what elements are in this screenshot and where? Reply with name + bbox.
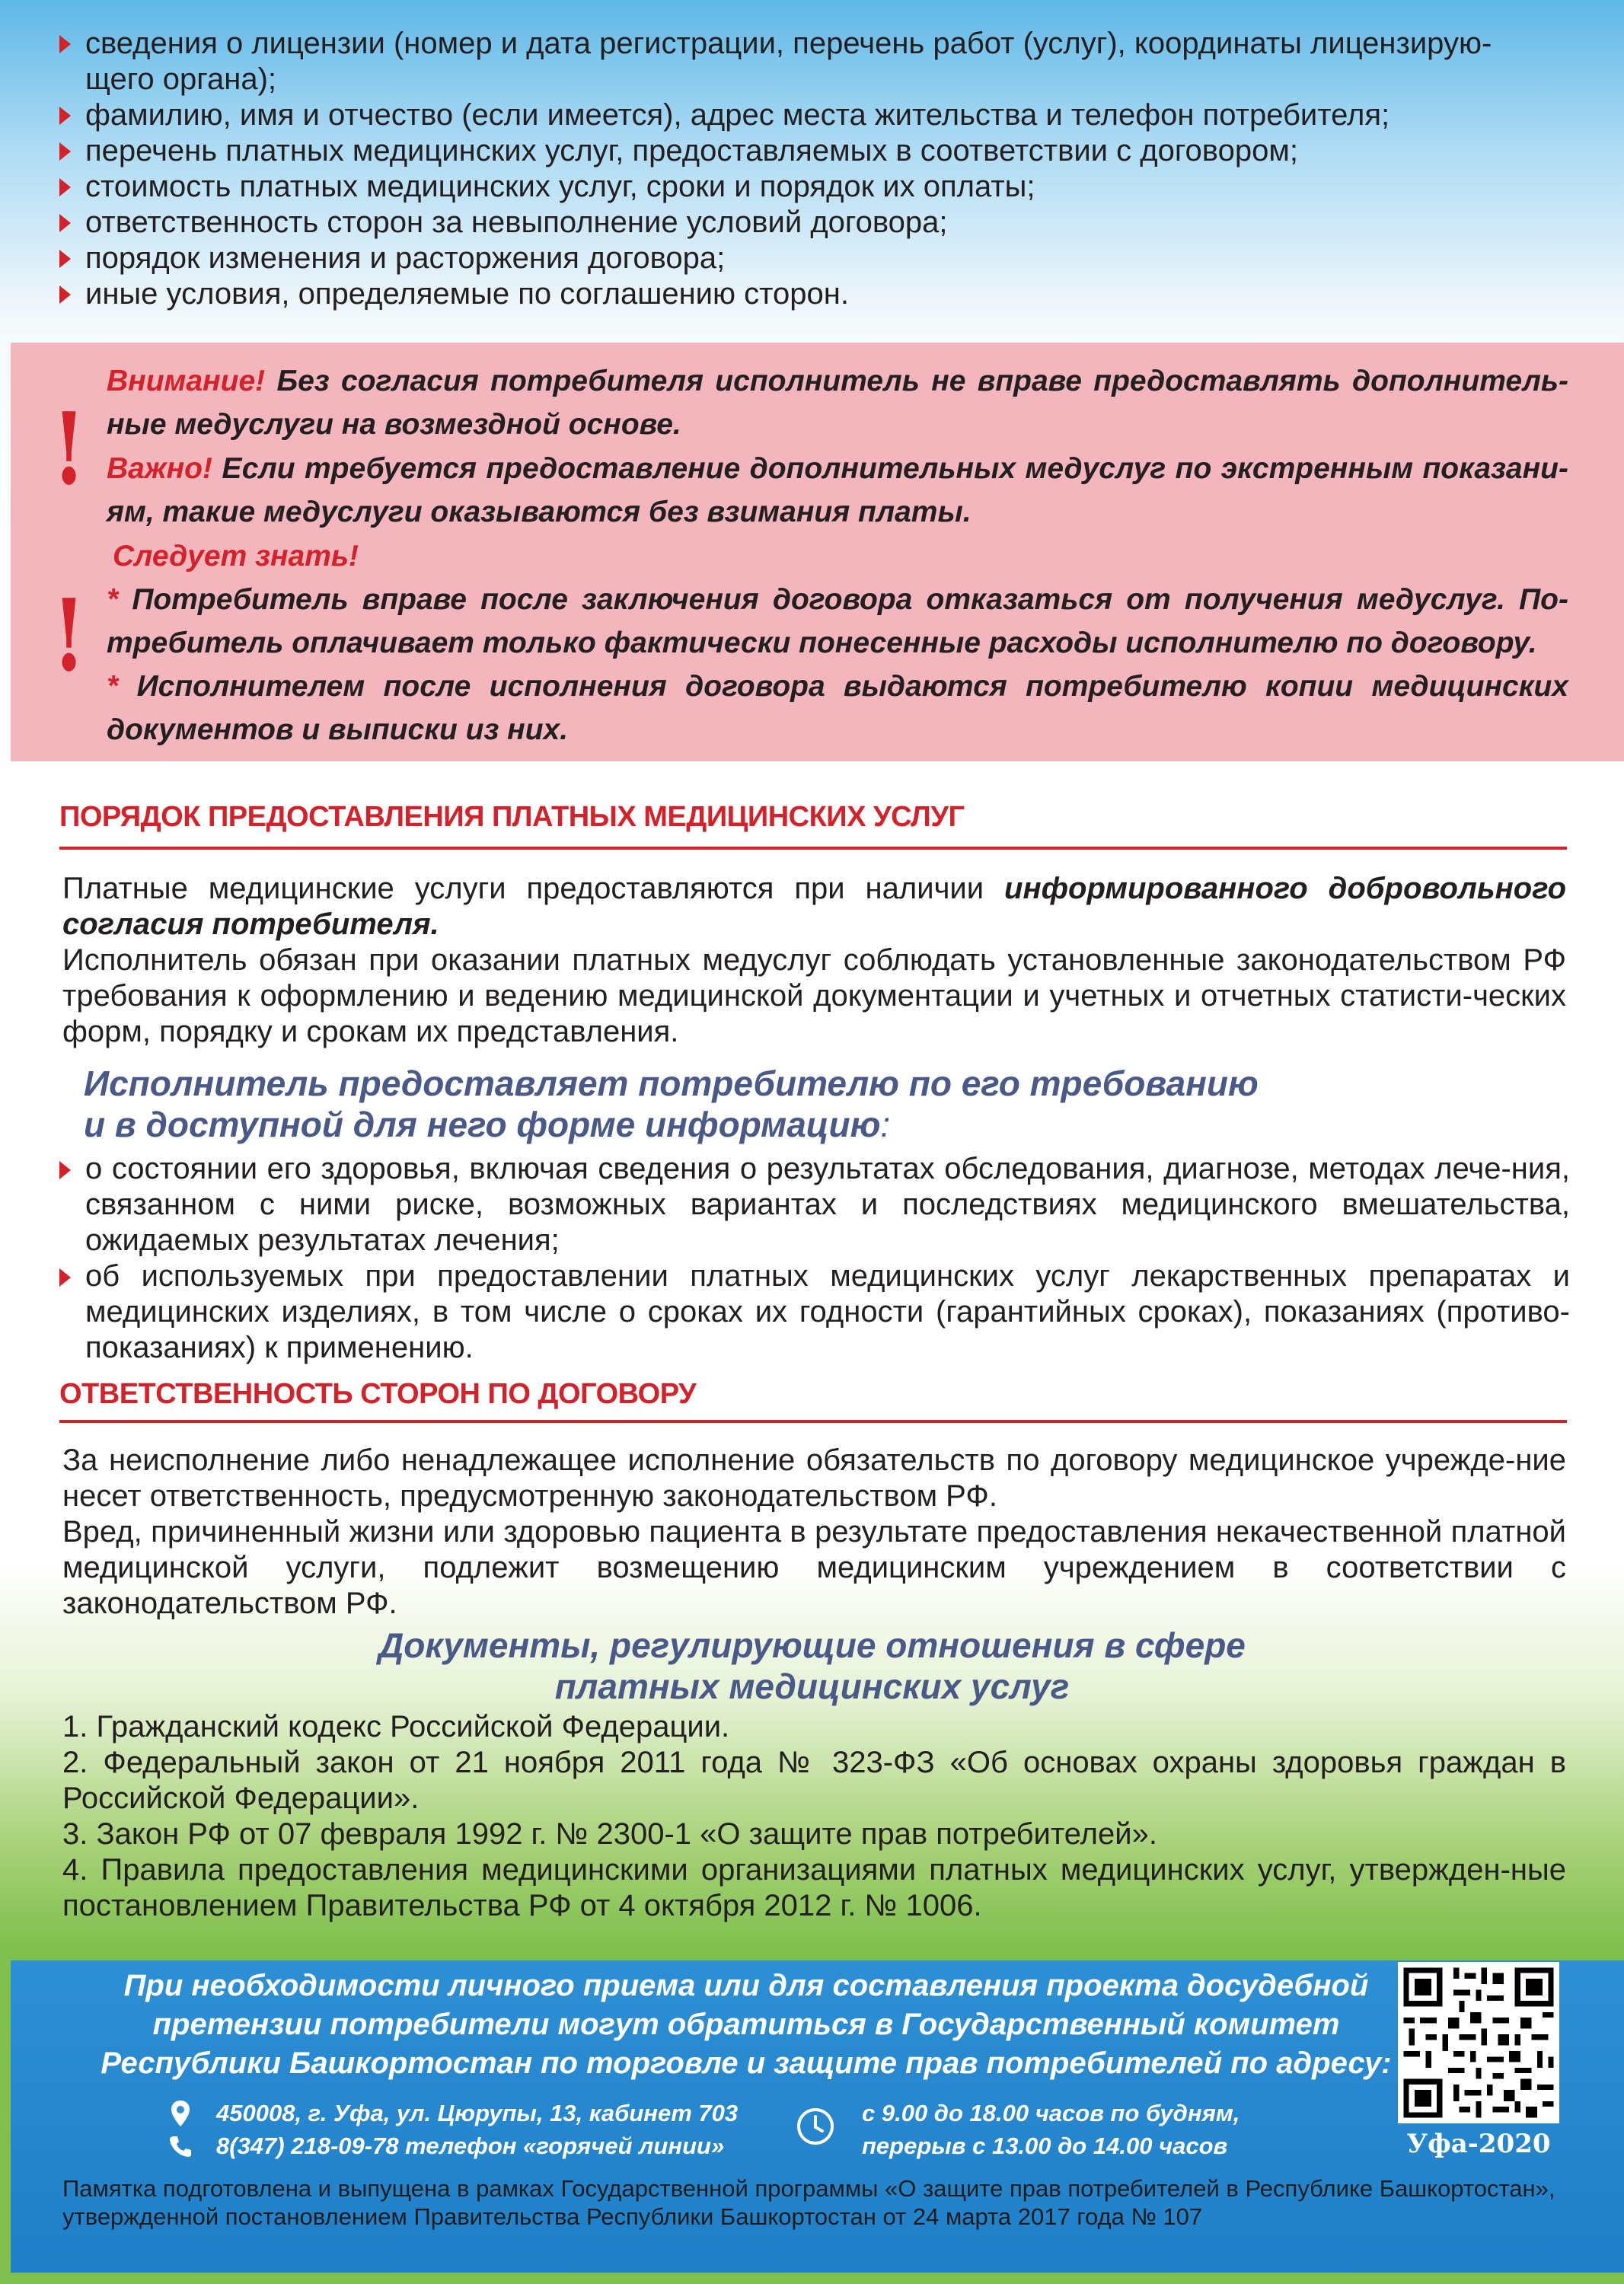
break-hours: перерыв с 13.00 до 14.00 часов: [862, 2132, 1228, 2159]
exclamation-icon: !: [53, 391, 85, 507]
info-subheading: Исполнитель предоставляет потребителю по его требованию и в доступной для него форме информацию:: [84, 1064, 1259, 1144]
should-know-item: * Потребитель вправе после заключения договора отказаться от получения медуслуг. По-требитель оплачивает только фактически понесенные расходы исполнителю по договору.: [107, 583, 1568, 659]
documents-list: [62, 1709, 1566, 1924]
list-item: порядок изменения и расторжения договора;: [55, 241, 1578, 276]
list-item: ответственность сторон за невыполнение условий договора;: [55, 205, 1578, 241]
bullet-triangle-icon: [59, 1161, 71, 1179]
qr-code-icon: [1398, 1962, 1559, 2123]
hotline-phone: 8(347) 218-09-78 телефон «горячей линии»: [216, 2132, 725, 2159]
exclamation-icon: !: [53, 577, 85, 694]
bullet-triangle-icon: [59, 1268, 71, 1287]
list-item: сведения о лицензии (номер и дата регистрации, перечень работ (услуг), координаты лицензирую-: [55, 26, 1578, 62]
order-paragraph-documentation: Исполнитель обязан при оказании платных медуслуг соблюдать установленные законодательством РФ требования к оформлению и ведению медицинской документации и учетных и отчетных статисти-ческих форм, порядку и срокам их представления.: [62, 943, 1566, 1048]
list-item: 3. Закон РФ от 07 февраля 1992 г. № 2300-1 «О защите прав потребителей».: [62, 1817, 1157, 1851]
phone-icon: [169, 2135, 192, 2158]
section-divider: [59, 847, 1567, 850]
list-item: 1. Гражданский кодекс Российской Федерации.: [62, 1710, 730, 1743]
publication-note: Памятка подготовлена и выпущена в рамках Государственной программы «О защите прав потребителей в Республике Башкортостан», утвержденной постановлением Правительства Республики Башкортостан от 24 марта 2017 года № 107: [62, 2175, 1555, 2230]
city-year: Уфа-2020: [1406, 2129, 1551, 2159]
list-item: перечень платных медицинских услуг, предоставляемых в соответствии с договором;: [55, 133, 1578, 169]
bullet-triangle-icon: [59, 286, 71, 304]
list-item: о состоянии его здоровья, включая сведения о результатах обследования, диагнозе, методах лече-ния, связанном с ними риске, возможных вариантах и последствиях медицинского вмешательства, ожидаемых результатах лечения;: [55, 1151, 1570, 1258]
bullet-triangle-icon: [59, 107, 71, 125]
important-note: Важно! Если требуется предоставление дополнительных медуслуг по экстренным показани-ям, такие медуслуги оказываются без взимания платы.: [107, 452, 1568, 528]
clock-icon: [796, 2107, 834, 2145]
responsibility-paragraph: За неисполнение либо ненадлежащее исполнение обязательств по договору медицинское учрежде-ние несет ответственность, предусмотренную законодательством РФ.: [62, 1443, 1566, 1513]
attention-note: Внимание! Без согласия потребителя исполнитель не вправе предоставлять дополнитель-ные медуслуги на возмездной основе.: [107, 365, 1568, 441]
list-item: фамилию, имя и отчество (если имеется), адрес места жительства и телефон потребителя;: [55, 97, 1578, 133]
address-text: 450008, г. Уфа, ул. Цюрупы, 13, кабинет 703: [216, 2100, 739, 2126]
qr-code[interactable]: [1398, 1962, 1559, 2123]
list-item: 2. Федеральный закон от 21 ноября 2011 года № 323-ФЗ «Об основах охраны здоровья граждан в Российской Федерации».: [62, 1746, 1566, 1815]
bullet-triangle-icon: [59, 178, 71, 196]
should-know-item: * Исполнителем после исполнения договора выдаются потребителю копии медицинских документов и выписки из них.: [107, 670, 1568, 746]
documents-heading: Документы, регулирующие отношения в сфере платных медицинских услуг: [378, 1625, 1246, 1706]
list-item: 4. Правила предоставления медицинскими организациями платных медицинских услуг, утвержден-ные постановлением Правительства РФ от 4 октября 2012 г. № 1006.: [62, 1853, 1566, 1922]
list-item: иные условия, определяемые по соглашению сторон.: [55, 276, 1578, 312]
bullet-triangle-icon: [59, 35, 71, 53]
working-hours: с 9.00 до 18.00 часов по будням,: [862, 2100, 1240, 2126]
section-title-responsibility: ОТВЕТСТВЕННОСТЬ СТОРОН ПО ДОГОВОРУ: [59, 1378, 697, 1410]
bullet-triangle-icon: [59, 214, 71, 232]
order-paragraph-consent: Платные медицинские услуги предоставляются при наличии информированного добровольного согласия потребителя.: [62, 872, 1566, 941]
should-know-heading: Следует знать!: [113, 540, 359, 573]
damage-paragraph: Вред, причиненный жизни или здоровью пациента в результате предоставления некачественной платной медицинской услуги, подлежит возмещению медицинским учреждением в соответствии с законодательством РФ.: [62, 1515, 1566, 1620]
location-pin-icon: [171, 2100, 190, 2127]
list-item: об используемых при предоставлении платных медицинских услуг лекарственных препаратах и медицинских изделиях, в том числе о сроках их годности (гарантийных сроках), показаниях (противо-показаниях) к применению.: [55, 1258, 1570, 1366]
section-title-order: ПОРЯДОК ПРЕДОСТАВЛЕНИЯ ПЛАТНЫХ МЕДИЦИНСКИХ УСЛУГ: [59, 801, 965, 833]
section-divider: [59, 1420, 1567, 1423]
list-item: стоимость платных медицинских услуг, сроки и порядок их оплаты;: [55, 169, 1578, 205]
info-list: [55, 1151, 1570, 1366]
appeal-text: При необходимости личного приема или для составления проекта досудебной претензии потребители могут обратиться в Государственный комитет Республики Башкортостан по торговле и защите прав потребителей по адресу:: [101, 1969, 1392, 2080]
bullet-triangle-icon: [59, 250, 71, 268]
list-item: щего органа);: [85, 62, 276, 96]
contract-terms-list: [55, 26, 1578, 312]
bullet-triangle-icon: [59, 142, 71, 161]
